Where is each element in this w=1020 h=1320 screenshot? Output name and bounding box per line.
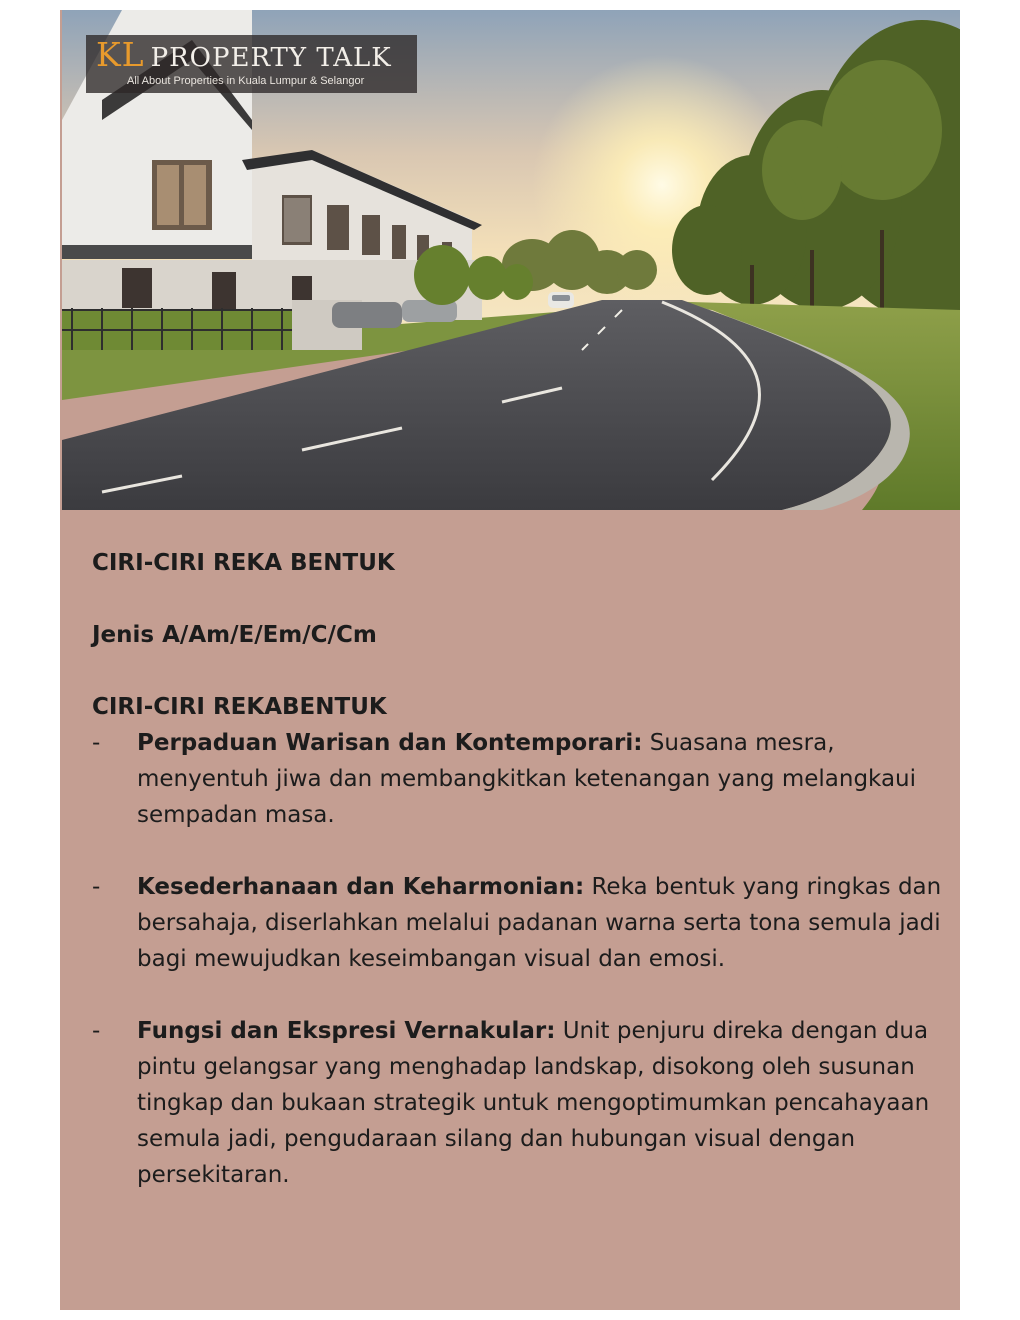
feature-item — [92, 1013, 952, 1193]
feature-description: Suasana mesra, menyentuh jiwa dan membangkitkan ketenangan yang melangkaui sempadan masa. — [137, 730, 917, 828]
section-heading-features: CIRI-CIRI REKABENTUK — [92, 694, 387, 720]
spacer — [92, 581, 952, 617]
feature-list — [92, 725, 952, 1193]
bullet-dash: - — [92, 874, 101, 900]
bullet-dash: - — [92, 730, 101, 756]
feature-item — [92, 869, 952, 977]
unit-types-heading: Jenis A/Am/E/Em/C/Cm — [92, 622, 377, 648]
logo-kl-text: KL — [96, 35, 145, 74]
feature-title: Fungsi dan Ekspresi Vernakular: — [137, 1018, 556, 1044]
spacer — [92, 653, 952, 689]
feature-title: Kesederhanaan dan Keharmonian: — [137, 874, 585, 900]
bullet-dash: - — [92, 1018, 101, 1044]
section-heading-design: CIRI-CIRI REKA BENTUK — [92, 550, 395, 576]
logo-wordmark — [96, 35, 417, 74]
logo-tagline: All About Properties in Kuala Lumpur & Selangor — [127, 75, 365, 87]
feature-description: Unit penjuru direka dengan dua pintu gelangsar yang menghadap landskap, disokong oleh susunan tingkap dan bukaan strategik untuk mengoptimumkan pencahayaan semula jadi, pengudaraan silang dan hubungan visual dengan persekitaran. — [137, 1018, 930, 1188]
feature-title: Perpaduan Warisan dan Kontemporari: — [137, 730, 643, 756]
logo-title-text: PROPERTY TALK — [150, 43, 392, 73]
site-logo[interactable] — [86, 35, 417, 93]
feature-description: Reka bentuk yang ringkas dan bersahaja, diserlahkan melalui padanan warna serta tona semula jadi bagi mewujudkan keseimbangan visual dan emosi. — [137, 874, 942, 972]
feature-item — [92, 725, 952, 833]
text-content — [92, 545, 952, 1229]
